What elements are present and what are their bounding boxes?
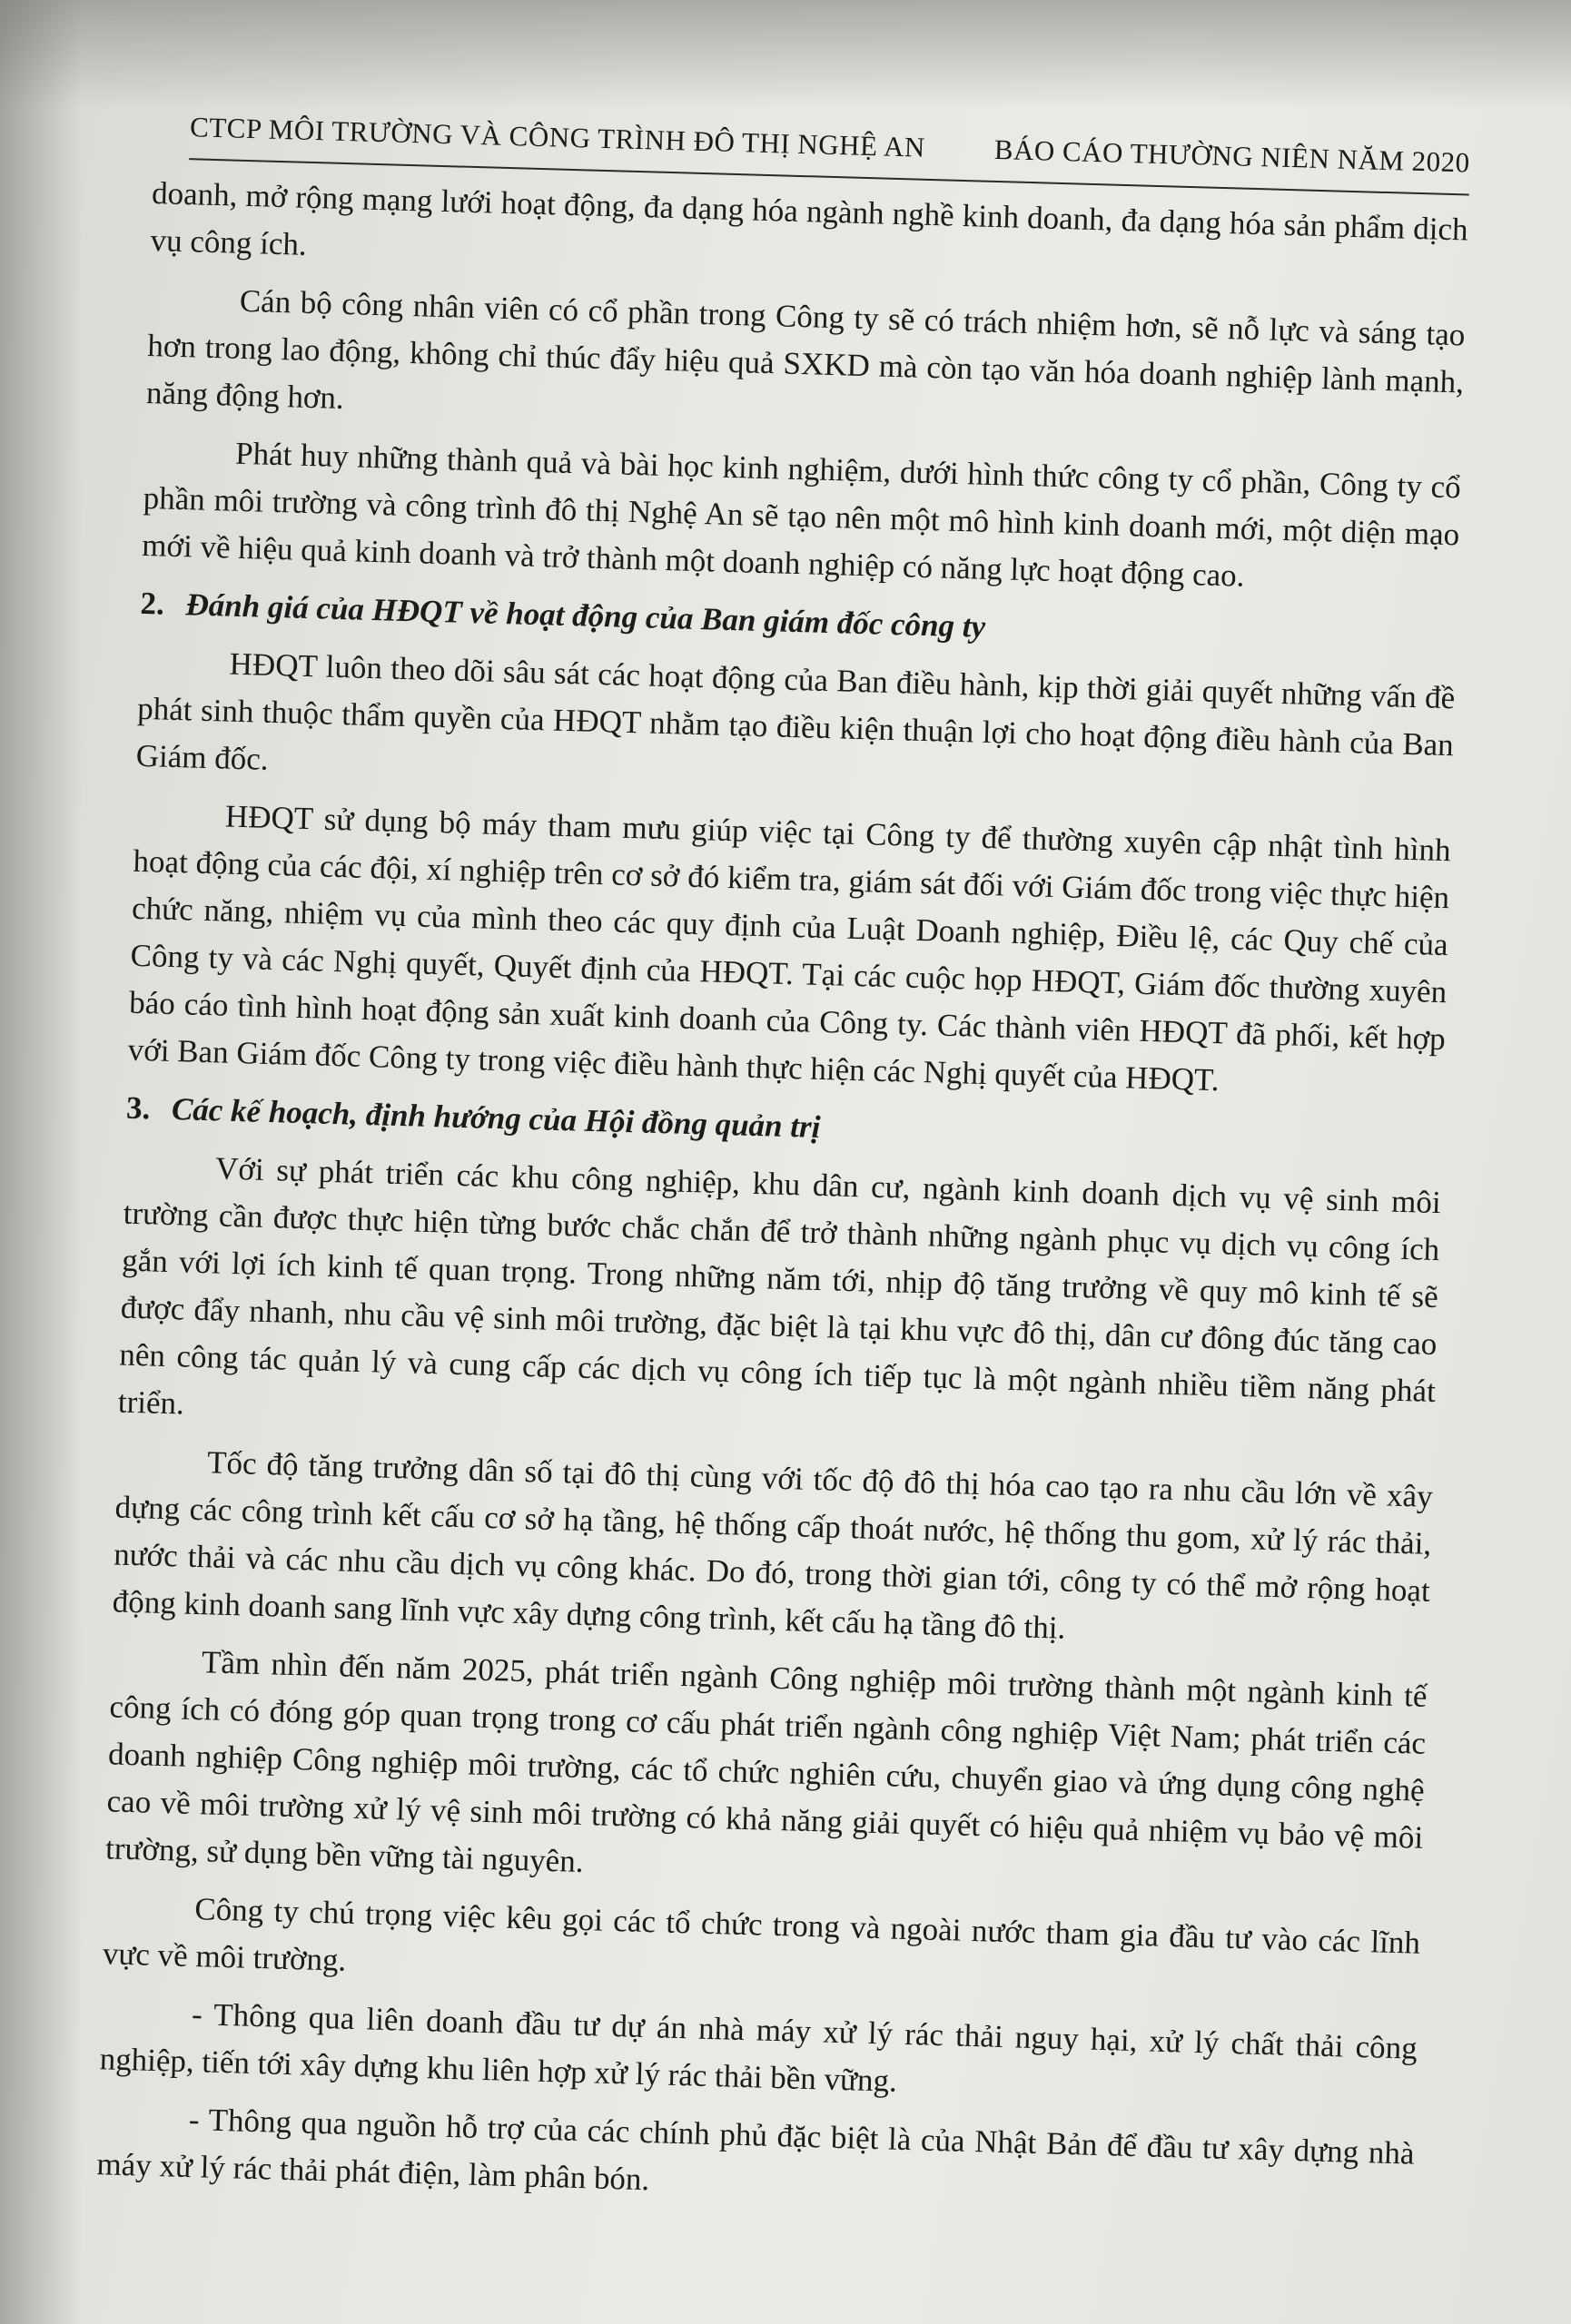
paragraph: Với sự phát triển các khu công nghiệp, khu dân cư, ngành kinh doanh dịch vụ vệ sinh môi trường cần được thực hiện từng bước chắc chắn để trở thành những ngành phục vụ dịch vụ công ích gắn với lợi ích kinh tế quan trọng. Trong những năm tới, nhịp độ tăng trưởng về quy mô kinh tế sẽ được đẩy nhanh, nhu cầu vệ sinh môi trường, đặc biệt là tại khu vực đô thị, dân cư đông đúc tăng cao nên công tác quản lý và cung cấp các dịch vụ công ích tiếp tục là một ngành nhiều tiềm năng phát triển. [117, 1150, 1442, 1422]
bullet-paragraph: - Thông qua nguồn hỗ trợ của các chính phủ đặc biệt là của Nhật Bản để đầu tư xây dựng nhà máy xử lý rác thải phát điện, làm phân bón. [95, 2102, 1415, 2198]
bullet-paragraph: - Thông qua liên doanh đầu tư dự án nhà máy xử lý rác thải nguy hại, xử lý chất thải công nghiệp, tiến tới xây dựng khu liên hợp xử lý rác thải bền vững. [99, 1996, 1418, 2099]
paragraph-continuation: doanh, mở rộng mạng lưới hoạt động, đa dạng hóa ngành nghề kinh doanh, đa dạng hóa sản phẩm dịch vụ công ích. [150, 175, 1469, 262]
page-shadow-top [0, 0, 1571, 109]
section-number: 2. [140, 585, 165, 622]
paragraph: HĐQT sử dụng bộ máy tham mưu giúp việc tại Công ty để thường xuyên cập nhật tình hình hoạt động của các đội, xí nghiệp trên cơ sở đó kiểm tra, giám sát đối với Giám đốc trong việc thực hiện chức năng, nhiệm vụ của mình theo các quy định của Luật Doanh nghiệp, Điều lệ, các Quy chế của Công ty và các Nghị quyết, Quyết định của HĐQT. Tại các cuộc họp HĐQT, Giám đốc thường xuyên báo cáo tình hình hoạt động sản xuất kinh doanh của Công ty. Các thành viên HĐQT đã phối, kết hợp với Ban Giám đốc Công ty trong việc điều hành thực hiện các Nghị quyết của HĐQT. [127, 798, 1452, 1098]
section-title: Các kế hoạch, định hướng của Hội đồng quản trị [171, 1091, 821, 1145]
paragraph: Phát huy những thành quả và bài học kinh nghiệm, dưới hình thức công ty cổ phần, Công ty cổ phần môi trường và công trình đô thị Nghệ An sẽ tạo nên một mô hình kinh doanh mới, một diện mạo mới về hiệu quả kinh doanh và trở thành một doanh nghiệp có năng lực hoạt động cao. [141, 435, 1462, 594]
paragraph: Cán bộ công nhân viên có cổ phần trong Công ty sẽ có trách nhiệm hơn, sẽ nỗ lực và sáng tạo hơn trong lao động, không chỉ thúc đẩy hiệu quả SXKD mà còn tạo văn hóa doanh nghiệp lành mạnh, năng động hơn. [145, 282, 1466, 417]
section-title: Đánh giá của HĐQT về hoạt động của Ban giám đốc công ty [184, 586, 986, 645]
document-body [96, 170, 1469, 2225]
header-report-title: BÁO CÁO THƯỜNG NIÊN NĂM 2020 [993, 133, 1471, 179]
paragraph: Tốc độ tăng trưởng dân số tại đô thị cùng với tốc độ đô thị hóa cao tạo ra nhu cầu lớn về xây dựng các công trình kết cấu cơ sở hạ tầng, hệ thống cấp thoát nước, hệ thống thu gom, xử lý rác thải, nước thải và các nhu cầu dịch vụ công khác. Do đó, trong thời gian tới, công ty có thể mở rộng hoạt động kinh doanh sang lĩnh vực xây dựng công trình, kết cấu hạ tầng đô thị. [112, 1444, 1434, 1646]
page-content [0, 100, 1488, 2236]
header-company-name: CTCP MÔI TRƯỜNG VÀ CÔNG TRÌNH ĐÔ THỊ NGHỆ AN [189, 111, 926, 163]
paragraph: HĐQT luôn theo dõi sâu sát các hoạt động của Ban điều hành, kịp thời giải quyết những vấn đề phát sinh thuộc thẩm quyền của HĐQT nhằm tạo điều kiện thuận lợi cho hoạt động điều hành của Ban Giám đốc. [135, 645, 1456, 777]
paragraph: Công ty chú trọng việc kêu gọi các tổ chức trong và ngoài nước tham gia đầu tư vào các lĩnh vực về môi trường. [102, 1891, 1421, 1978]
paragraph: Tầm nhìn đến năm 2025, phát triển ngành Công nghiệp môi trường thành một ngành kinh tế công ích có đóng góp quan trọng trong cơ cấu phát triển ngành công nghiệp Việt Nam; phát triển các doanh nghiệp Công nghiệp môi trường, các tổ chức nghiên cứu, chuyển giao và ứng dụng công nghệ cao về môi trường xử lý vệ sinh môi trường có khả năng giải quyết có hiệu quả nhiệm vụ bảo vệ môi trường, sử dụng bền vững tài nguyên. [104, 1644, 1428, 1880]
section-number: 3. [125, 1089, 151, 1127]
